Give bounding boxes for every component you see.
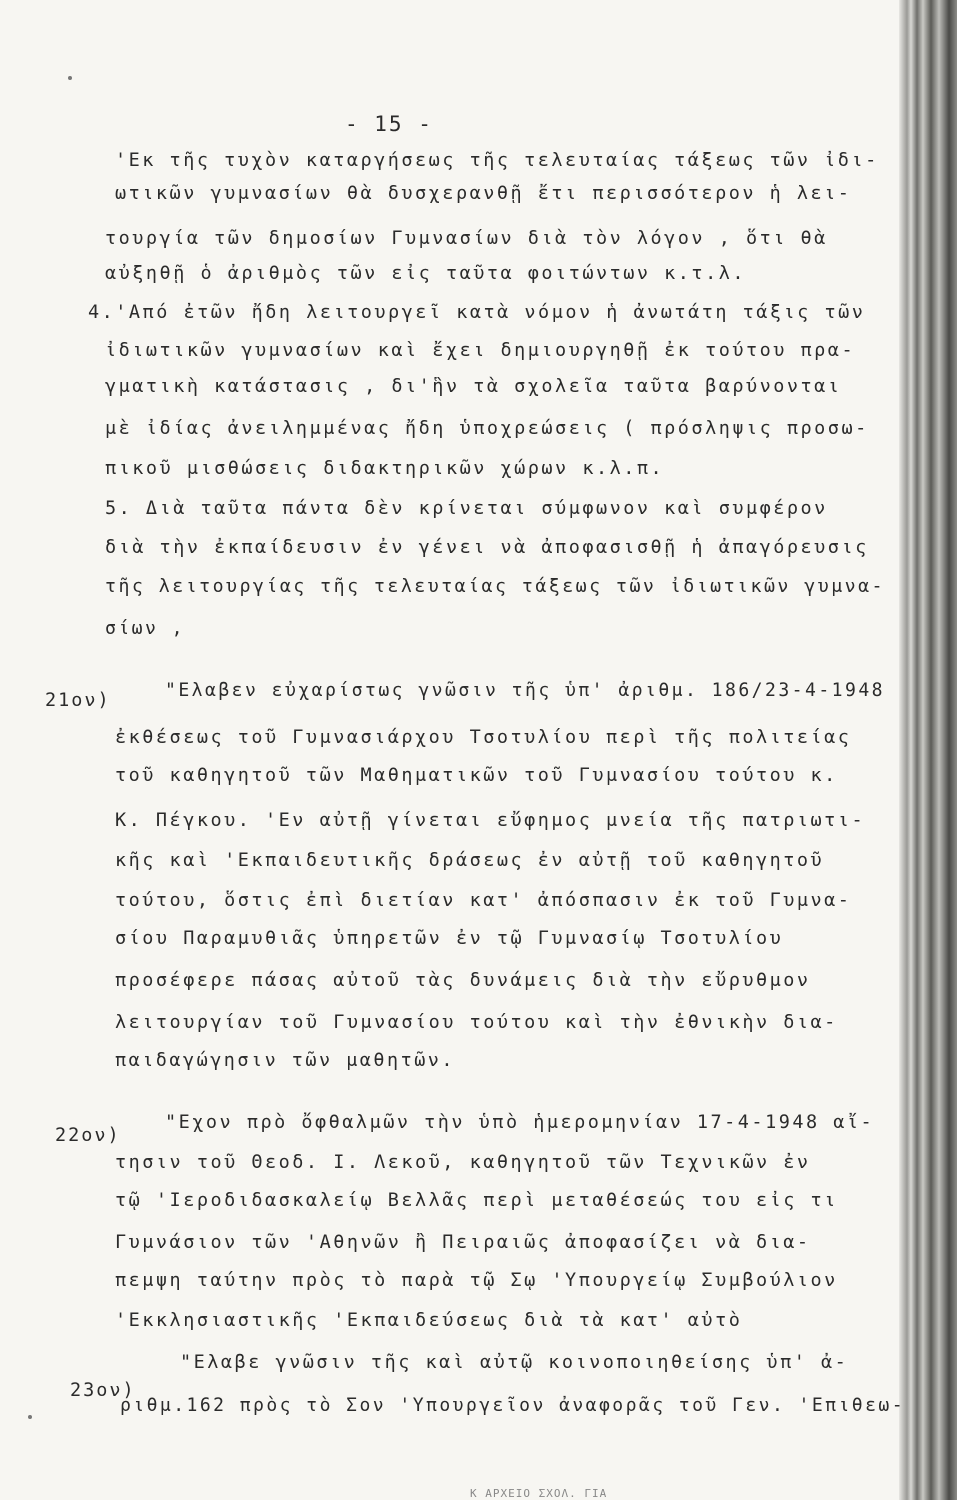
text-line: 4.'Από ἐτῶν ἤδη λειτουργεῖ κατὰ νόμον ἡ ἀνωτάτη τάξις τῶν [88,302,866,323]
text-line: Γυμνάσιον τῶν 'Αθηνῶν ἢ Πειραιῶς ἀποφασίζει νὰ δια- [115,1232,811,1253]
text-line: λειτουργίαν τοῦ Γυμνασίου τούτου καὶ τὴν ἐθνικὴν δια- [115,1012,838,1033]
text-line: τούτου, ὅστις ἐπὶ διετίαν κατ' ἀπόσπασιν ἐκ τοῦ Γυμνα- [115,890,852,911]
text-line: 'Εκκλησιαστικῆς 'Εκπαιδεύσεως διὰ τὰ κατ' αὐτὸ [115,1310,743,1331]
text-line: προσέφερε πάσας αὐτοῦ τὰς δυνάμεις διὰ τὴν εὔρυθμον [115,970,811,991]
text-line: μὲ ἰδίας ἀνειλημμένας ἤδη ὑποχρεώσεις ( πρόσληψις προσω- [105,418,869,439]
text-line: αὐξηθῇ ὁ ἀριθμὸς τῶν εἰς ταῦτα φοιτώντων κ.τ.λ. [105,263,746,284]
page-number: - 15 - [345,112,433,136]
text-line: κῆς καὶ 'Εκπαιδευτικῆς δράσεως ἐν αὐτῇ τοῦ καθηγητοῦ [115,850,825,871]
text-line: τησιν τοῦ Θεοδ. Ι. Λεκοῦ, καθηγητοῦ τῶν Τεχνικῶν ἐν [115,1152,811,1173]
scan-speck [28,1415,32,1419]
text-line: γματικὴ κατάστασις , δι'ἣν τὰ σχολεῖα ταῦτα βαρύνονται [105,376,842,397]
text-line: ριθμ.162 πρὸς τὸ Σον 'Υπουργεῖον ἀναφορᾶς τοῦ Γεν. 'Επιθεω- [120,1395,905,1416]
text-line: ἰδιωτικῶν γυμνασίων καὶ ἔχει δημιουργηθῇ ἐκ τούτου πρα- [105,340,856,361]
text-line: διὰ τὴν ἐκπαίδευσιν ἐν γένει νὰ ἀποφασισθῇ ἡ ἀπαγόρευσις [105,537,869,558]
text-line: Κ. Πέγκου. 'Εν αὐτῇ γίνεται εὔφημος μνεία τῆς πατριωτι- [115,810,866,831]
binding-edge [899,0,957,1500]
text-line: ωτικῶν γυμνασίων θὰ δυσχερανθῇ ἔτι περισσότερον ἡ λει- [115,183,852,204]
text-line: σίου Παραμυθιᾶς ὑπηρετῶν ἐν τῷ Γυμνασίῳ Τσοτυλίου [115,928,784,949]
text-line: "Ελαβε γνῶσιν τῆς καὶ αὐτῷ κοινοποιηθείσης ὑπ' ἀ- [180,1352,849,1373]
text-line: πεμψη ταύτην πρὸς τὸ παρὰ τῷ Σῳ 'Υπουργείῳ Συμβούλιον [115,1270,838,1291]
item-number: 21ον) [45,690,111,711]
text-line: ἐκθέσεως τοῦ Γυμνασιάρχου Τσοτυλίου περὶ τῆς πολιτείας [115,727,852,748]
text-line: τουργία τῶν δημοσίων Γυμνασίων διὰ τὸν λόγον , ὅτι θὰ [105,228,828,249]
text-line: 'Εκ τῆς τυχὸν καταργήσεως τῆς τελευταίας τάξεως τῶν ἰδι- [115,150,879,171]
text-line: τῆς λειτουργίας τῆς τελευταίας τάξεως τῶν ἰδιωτικῶν γυμνα- [105,576,885,597]
item-number: 22ον) [55,1125,121,1146]
text-line: πικοῦ μισθώσεις διδακτηρικῶν χώρων κ.λ.π. [105,458,665,479]
text-line: τῷ 'Ιεροδιδασκαλείῳ Βελλᾶς περὶ μεταθέσεώς του εἰς τι [115,1190,838,1211]
text-line: σίων , [105,618,185,639]
text-line: τοῦ καθηγητοῦ τῶν Μαθηματικῶν τοῦ Γυμνασίου τούτου κ. [115,765,838,786]
scan-speck [68,76,72,80]
text-line: "Εχον πρὸ ὄφθαλμῶν τὴν ὑπὸ ἡμερομηνίαν 17-4-1948 αἴ- [165,1112,875,1133]
text-line: "Ελαβεν εὐχαρίστως γνῶσιν τῆς ὑπ' ἀριθμ. 186/23-4-1948 [165,680,885,701]
item-number: 23ον) [70,1380,136,1401]
text-line: παιδαγώγησιν τῶν μαθητῶν. [115,1050,455,1071]
footer-stamp: Κ ΑΡΧΕΙΟ ΣΧΟΛ. ΓΙΑ [470,1487,608,1500]
text-line: 5. Διὰ ταῦτα πάντα δὲν κρίνεται σύμφωνον καὶ συμφέρον [105,498,828,519]
